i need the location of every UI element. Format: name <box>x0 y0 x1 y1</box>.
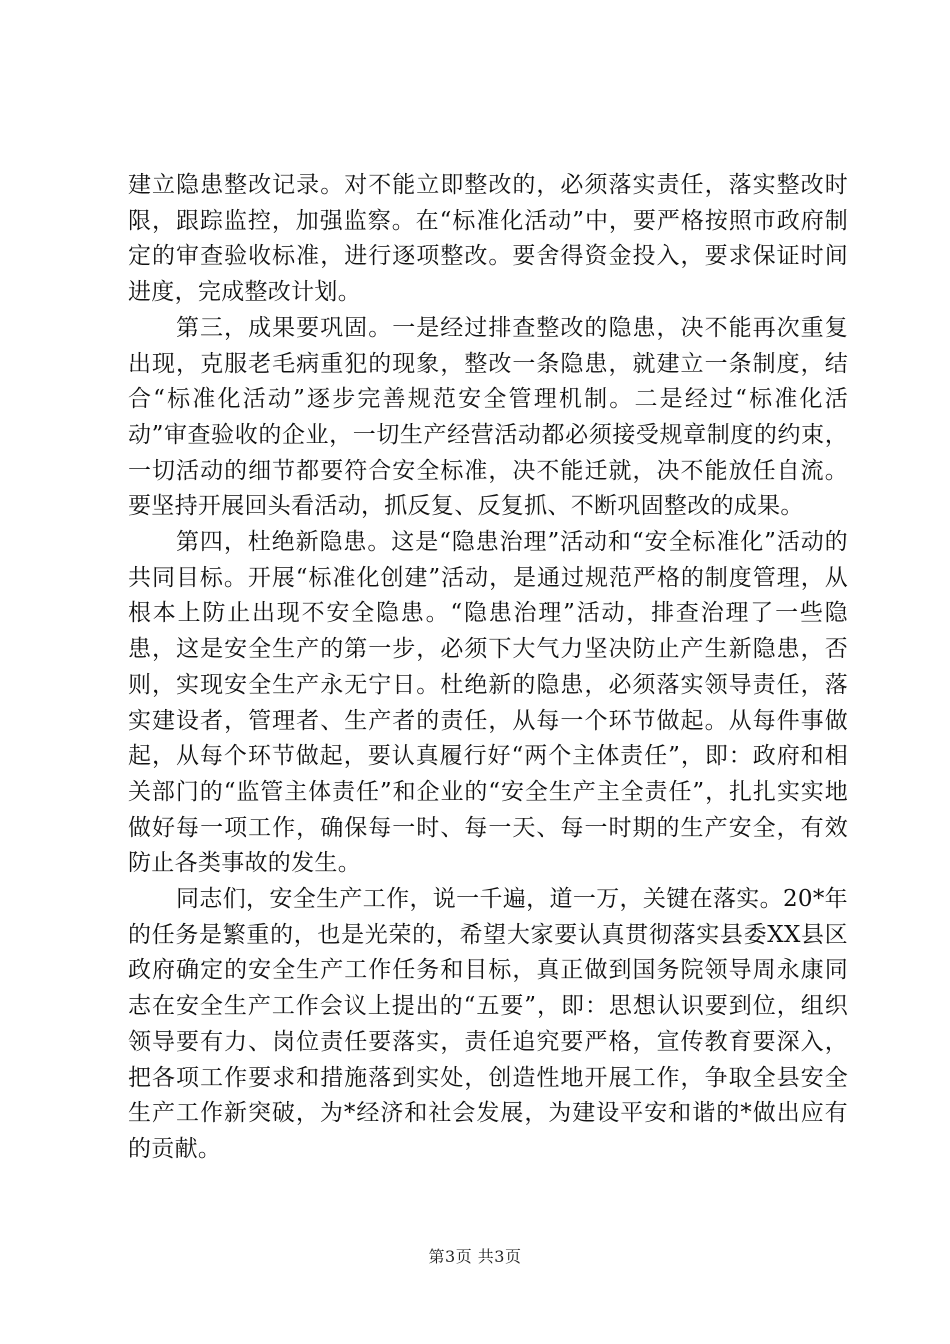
page-number-footer: 第3页 共3页 <box>428 1247 522 1266</box>
document-body <box>128 168 848 1168</box>
paragraph-1: 建立隐患整改记录。对不能立即整改的，必须落实责任，落实整改时限，跟踪监控，加强监察。在“标准化活动”中，要严格按照市政府制定的审查验收标准，进行逐项整改。要舍得资金投入，要求保证时间进度，完成整改计划。 <box>128 172 848 306</box>
paragraph-3: 第四，杜绝新隐患。这是“隐患治理”活动和“安全标准化”活动的共同目标。开展“标准化创建”活动，是通过规范严格的制度管理，从根本上防止出现不安全隐患。“隐患治理”活动，排查治理了一些隐患，这是安全生产的第一步，必须下大气力坚决防止产生新隐患，否则，实现安全生产永无宁日。杜绝新的隐患，必须落实领导责任，落实建设者，管理者、生产者的责任，从每一个环节做起。从每件事做起，从每个环节做起，要认真履行好“两个主体责任”，即：政府和相关部门的“监管主体责任”和企业的“安全生产主全责任”，扎扎实实地做好每一项工作，确保每一时、每一天、每一时期的生产安全，有效防止各类事故的发生。 <box>128 529 848 877</box>
paragraph-4: 同志们，安全生产工作，说一千遍，道一万，关键在落实。20*年的任务是繁重的，也是光荣的，希望大家要认真贯彻落实县委XX县区政府确定的安全生产工作任务和目标，真正做到国务院领导周永康同志在安全生产工作会议上提出的“五要”，即：思想认识要到位，组织领导要有力、岗位责任要落实，责任追究要严格，宣传教育要深入，把各项工作要求和措施落到实处，创造性地开展工作，争取全县安全生产工作新突破，为*经济和社会发展，为建设平安和谐的*做出应有的贡献。 <box>128 886 848 1162</box>
paragraph-2: 第三，成果要巩固。一是经过排查整改的隐患，决不能再次重复出现，克服老毛病重犯的现象，整改一条隐患，就建立一条制度，结合“标准化活动”逐步完善规范安全管理机制。二是经过“标准化活动”审查验收的企业，一切生产经营活动都必须接受规章制度的约束，一切活动的细节都要符合安全标准，决不能迁就，决不能放任自流。要坚持开展回头看活动，抓反复、反复抓、不断巩固整改的成果。 <box>128 314 848 520</box>
